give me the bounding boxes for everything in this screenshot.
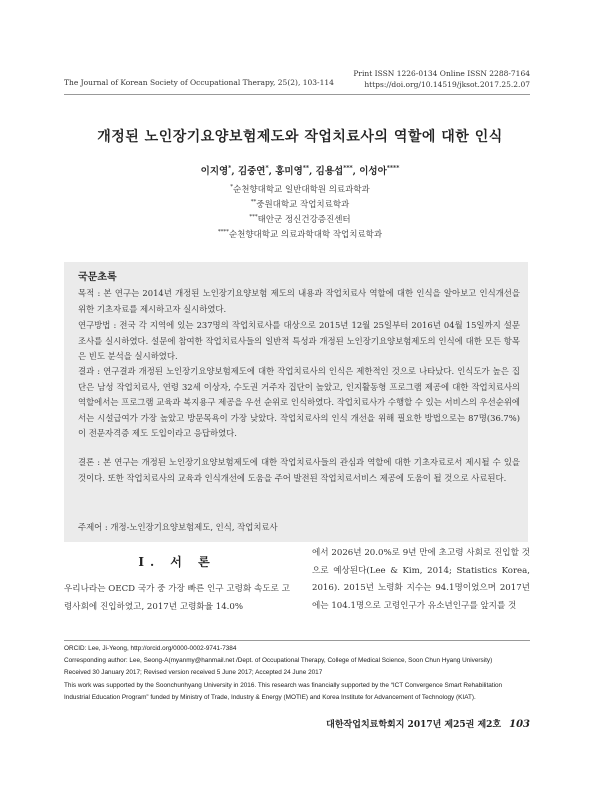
affiliation-text: 순천향대학교 일반대학원 의료과학과 xyxy=(232,185,370,195)
funding-note: This work was supported by the Soonchunhyang University in 2016. This research was financially supported by the “ICT Convergence Smart Rehabilitation xyxy=(64,681,503,689)
abstract-conclusion: 결론 : 본 연구는 개정된 노인장기요양보험제도에 대한 작업치료사들의 관심과 역할에 대한 기초자료로서 제시될 수 있을 것이다. 또한 작업치료사의 교육과 인식개선에 도움을 주어 발전된 작업치료서비스 제공에 도움이 될 것으로 사료된다. xyxy=(78,457,520,483)
affiliation xyxy=(0,228,600,240)
affiliation-mark: **** xyxy=(217,229,229,236)
journal-citation: The Journal of Korean Society of Occupational Therapy, 25(2), 103-114 xyxy=(64,78,334,87)
affiliation-mark: * xyxy=(230,184,233,191)
footnote-rule xyxy=(64,640,530,641)
author-list: 이지영*, 김중연*, 홍미영**, 김용섭***, 이성아**** xyxy=(200,164,400,177)
affiliation-text: 순천향대학교 의료과학대학 작업치료학과 xyxy=(228,230,383,240)
author-name: 이성아 xyxy=(359,166,387,177)
affiliation xyxy=(0,198,600,210)
doi-link[interactable]: https://doi.org/10.14519/jksot.2017.25.2.07 xyxy=(364,80,530,89)
section-title: Ⅰ. 서 론 xyxy=(138,555,216,569)
author-mark: *** xyxy=(343,164,353,172)
paper-title: 개정된 노인장기요양보험제도와 작업치료사의 역할에 대한 인식 xyxy=(97,129,503,145)
body-text-left: 우리나라는 OECD 국가 중 가장 빠른 인구 고령화 속도로 고령사회에 진입하였고, 2017년 고령화율 14.0% xyxy=(64,584,290,612)
author-mark: ** xyxy=(302,164,310,172)
affiliation-text: 중원대학교 작업치료학과 xyxy=(256,200,350,210)
affiliation xyxy=(0,183,600,195)
funding-note-cont: Industrial Education Program” funded by Ministry of Trade, Industry & Energy (MOTIE) and Korea Institute for Advancement of Technology (KIAT). xyxy=(64,693,476,701)
abstract-heading: 국문초록 xyxy=(78,272,117,283)
corresponding-author: Corresponding author: Lee, Seong-A(myanmy@hanmail.net /Dept. of Occupational Therapy, College of Medical Science, Soon Chun Hyang University) xyxy=(64,657,493,665)
received-dates: Received 30 January 2017; Revised version received 5 June 2017; Accepted 24 June 2017 xyxy=(64,669,323,677)
author-name: 홍미영 xyxy=(275,166,303,177)
keywords: 주제어 : 개정-노인장기요양보험제도, 인식, 작업치료사 xyxy=(78,522,278,532)
body-text-right: 에서 2026년 20.0%로 9년 만에 초고령 사회로 진입할 것으로 예상된다(Lee & Kim, 2014; Statistics Korea, 2016). 2015년 노령화 지수는 94.1명이었으며 2017년에는 104.1명으로 고령인구가 유소년인구를 앞지를 것 xyxy=(312,548,530,611)
affiliation-mark: ** xyxy=(250,199,257,206)
issn: Print ISSN 1226-0134 Online ISSN 2288-7164 xyxy=(353,69,530,78)
affiliation-mark: *** xyxy=(249,214,258,221)
affiliation xyxy=(0,213,600,225)
abstract-result: 결과 : 연구결과 개정된 노인장기요양보험제도에 대한 작업치료사의 인식은 제한적인 것으로 나타났다. 인식도가 높은 집단은 남성 작업치료사, 연령 32세 이상자, 수도권 거주자 집단이 높았고, 인지활동형 프로그램 제공에 대한 작업치료사의 역할에서는 프로그램 교육과 복지용구 제공을 우선 순위로 인식하였다. 작업치료사가 수행할 수 있는 서비스의 우선순위에서는 시설급여가 가장 높았고 방문목욕이 가장 낮았다. 작업치료사의 인식 개선을 위해 필요한 방법으로는 87명(36.7%)이 전문자격증 제도 도입이라고 응답하였다. xyxy=(78,366,520,439)
author-name: 김용섭 xyxy=(315,166,344,177)
author-mark: * xyxy=(265,164,269,172)
footnotes xyxy=(64,643,534,704)
author-mark: **** xyxy=(386,164,400,172)
author-mark: * xyxy=(228,164,232,172)
abstract-purpose: 목적 : 본 연구는 2014년 개정된 노인장기요양보험 제도의 내용과 작업치료사 역할에 대한 인식을 알아보고 인식개선을 위한 기초자료를 제시하고자 실시하였다. xyxy=(78,288,520,314)
footer-journal: 대한작업치료학회지 2017년 제25권 제2호 xyxy=(326,720,502,730)
author-name: 김중연 xyxy=(237,166,266,177)
page-number: 103 xyxy=(509,719,530,730)
header-rule xyxy=(64,94,530,95)
orcid-line: ORCID: Lee, Ji-Yeong, http://orcid.org/0000-0002-9741-7384 xyxy=(64,645,237,652)
page-footer xyxy=(326,717,530,730)
abstract-method: 연구방법 : 전국 각 지역에 있는 237명의 작업치료사를 대상으로 2015년 12월 25일부터 2016년 04월 15일까지 설문조사를 실시하였다. 설문에 참여한 작업치료사들의 일반적 특성과 개정된 노인장기요양보험제도의 인식에 대한 모든 항목은 빈도 분석을 실시하였다. xyxy=(78,320,520,362)
affiliation-text: 태안군 정신건강증진센터 xyxy=(257,215,351,225)
author-name: 이지영 xyxy=(200,166,229,177)
